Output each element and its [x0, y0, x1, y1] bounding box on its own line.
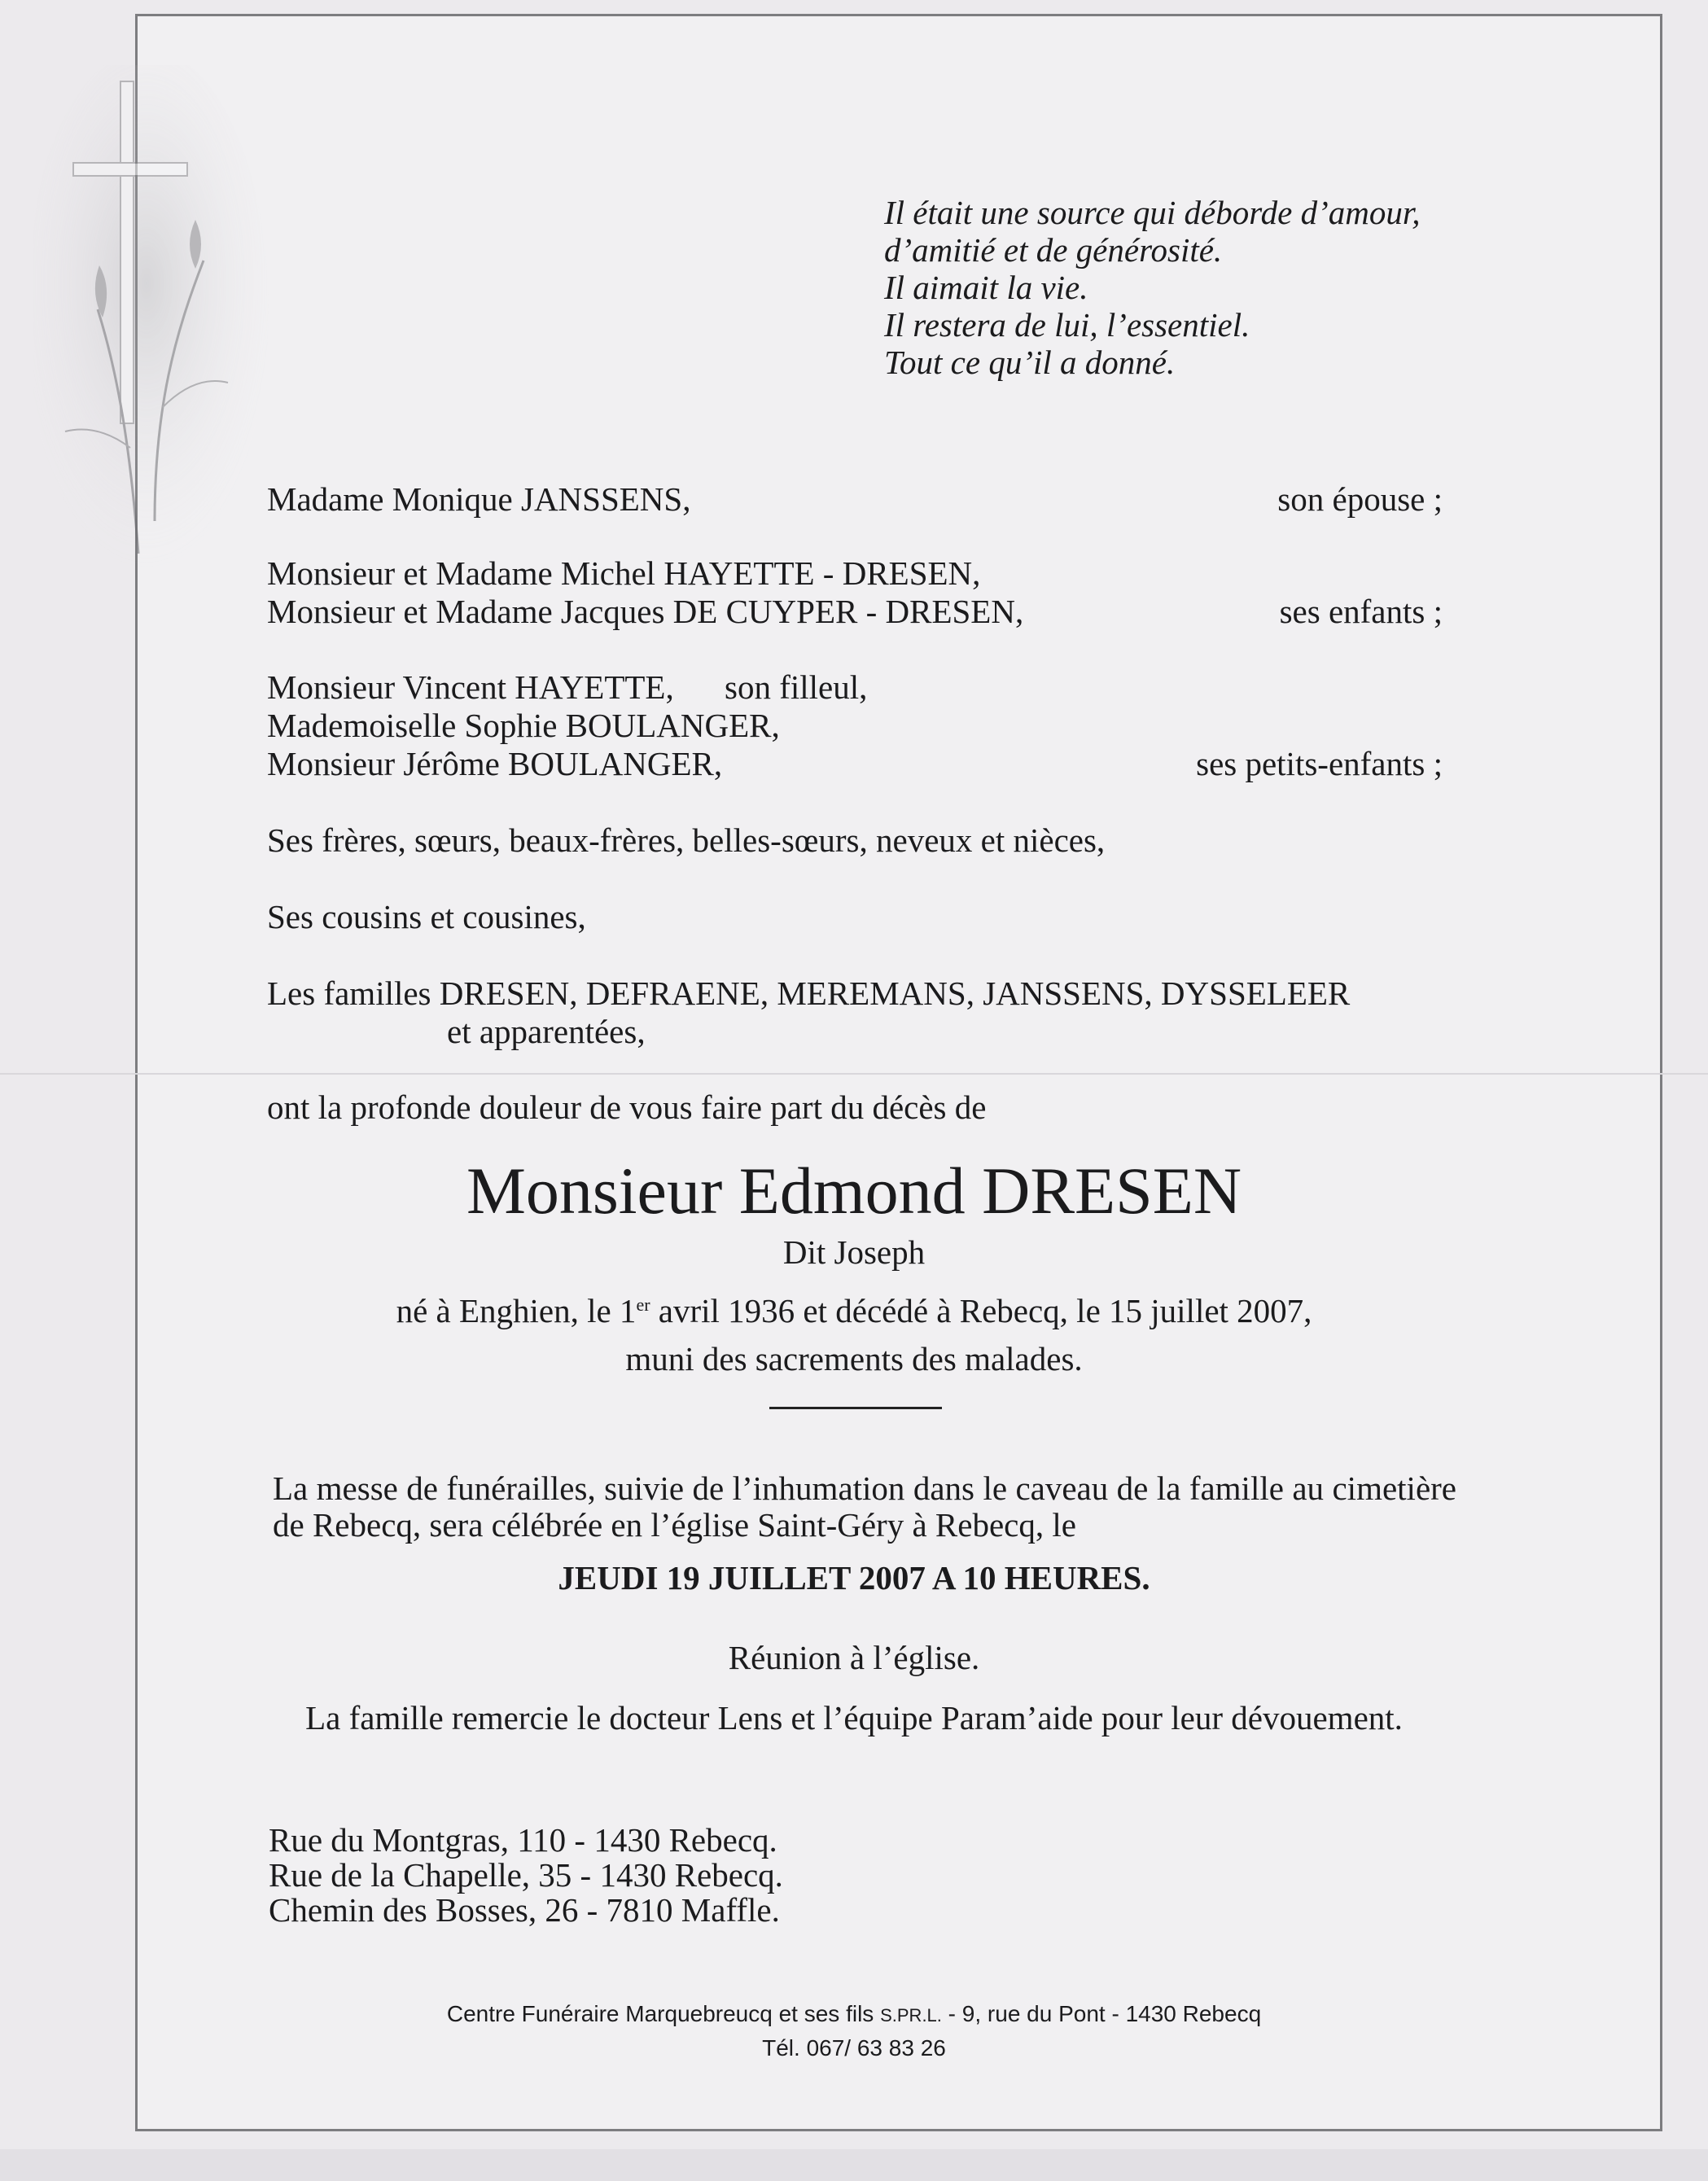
cousins-line: Ses cousins et cousines, [267, 898, 586, 935]
sacraments-line: muni des sacrements des malades. [625, 1340, 1083, 1377]
undertaker-address: - 9, rue du Pont - 1430 Rebecq [941, 2001, 1262, 2026]
poem-line: Tout ce qu’il a donné. [884, 344, 1176, 381]
undertaker-line [0, 2003, 1708, 2026]
families-line: et apparentées, [447, 1013, 646, 1050]
ordinal-suffix: er [636, 1294, 650, 1315]
grandchildren-role: ses petits-enfants ; [1196, 745, 1443, 782]
fold-line [0, 1073, 1708, 1075]
spouse-role: son épouse ; [1277, 480, 1443, 518]
meeting-line: Réunion à l’église. [728, 1639, 980, 1676]
address-line: Rue du Montgras, 110 - 1430 Rebecq. [269, 1821, 777, 1859]
undertaker-company-type: S.PR.L. [880, 2005, 942, 2026]
poem-line: Il aimait la vie. [884, 269, 1088, 306]
birth-death-line [0, 1294, 1708, 1328]
birth-death-text: avril 1936 et décédé à Rebecq, le 15 juillet 2007, [650, 1292, 1312, 1329]
announcement: ont la profonde douleur de vous faire part du décès de [267, 1088, 987, 1126]
child-name: Monsieur et Madame Jacques DE CUYPER - DRESEN, [267, 593, 1024, 630]
grandchild-name: Monsieur Jérôme BOULANGER, [267, 745, 723, 782]
godson-note: son filleul, [725, 668, 868, 706]
undertaker-name: Centre Funéraire Marquebreucq et ses fils [446, 2001, 881, 2026]
families-line: Les familles DRESEN, DEFRAENE, MEREMANS, JANSSENS, DYSSELEER [267, 974, 1351, 1012]
children-role: ses enfants ; [1279, 593, 1443, 630]
deceased-alias: Dit Joseph [782, 1233, 926, 1271]
deceased-name: Monsieur Edmond DRESEN [466, 1154, 1242, 1228]
spouse-name: Madame Monique JANSSENS, [267, 480, 691, 518]
poem-line: d’amitié et de générosité. [884, 231, 1223, 269]
thanks-line: La famille remercie le docteur Lens et l’équipe Param’aide pour leur dévouement. [305, 1699, 1403, 1736]
siblings-line: Ses frères, sœurs, beaux-frères, belles-sœurs, neveux et nièces, [267, 821, 1106, 859]
undertaker-phone: Tél. 067/ 63 83 26 [762, 2035, 946, 2061]
separator-rule [769, 1407, 942, 1409]
funeral-datetime: JEUDI 19 JUILLET 2007 A 10 HEURES. [558, 1559, 1150, 1596]
poem-line: Il restera de lui, l’essentiel. [884, 306, 1250, 344]
address-line: Chemin des Bosses, 26 - 7810 Maffle. [269, 1891, 780, 1929]
funeral-text: La messe de funérailles, suivie de l’inhumation dans le caveau de la famille au cimetière de Rebecq, sera célébrée en l’église Saint-Géry à Rebecq, le [273, 1469, 1456, 1544]
scan-bottom-edge [0, 2149, 1708, 2181]
poem-line: Il était une source qui déborde d’amour, [884, 194, 1421, 231]
godson-name: Monsieur Vincent HAYETTE, [267, 668, 674, 706]
child-name: Monsieur et Madame Michel HAYETTE - DRESEN, [267, 554, 981, 592]
birth-text: né à Enghien, le 1 [396, 1292, 637, 1329]
address-line: Rue de la Chapelle, 35 - 1430 Rebecq. [269, 1856, 783, 1894]
cross-wheat-illustration [33, 65, 277, 586]
grandchild-name: Mademoiselle Sophie BOULANGER, [267, 707, 780, 744]
